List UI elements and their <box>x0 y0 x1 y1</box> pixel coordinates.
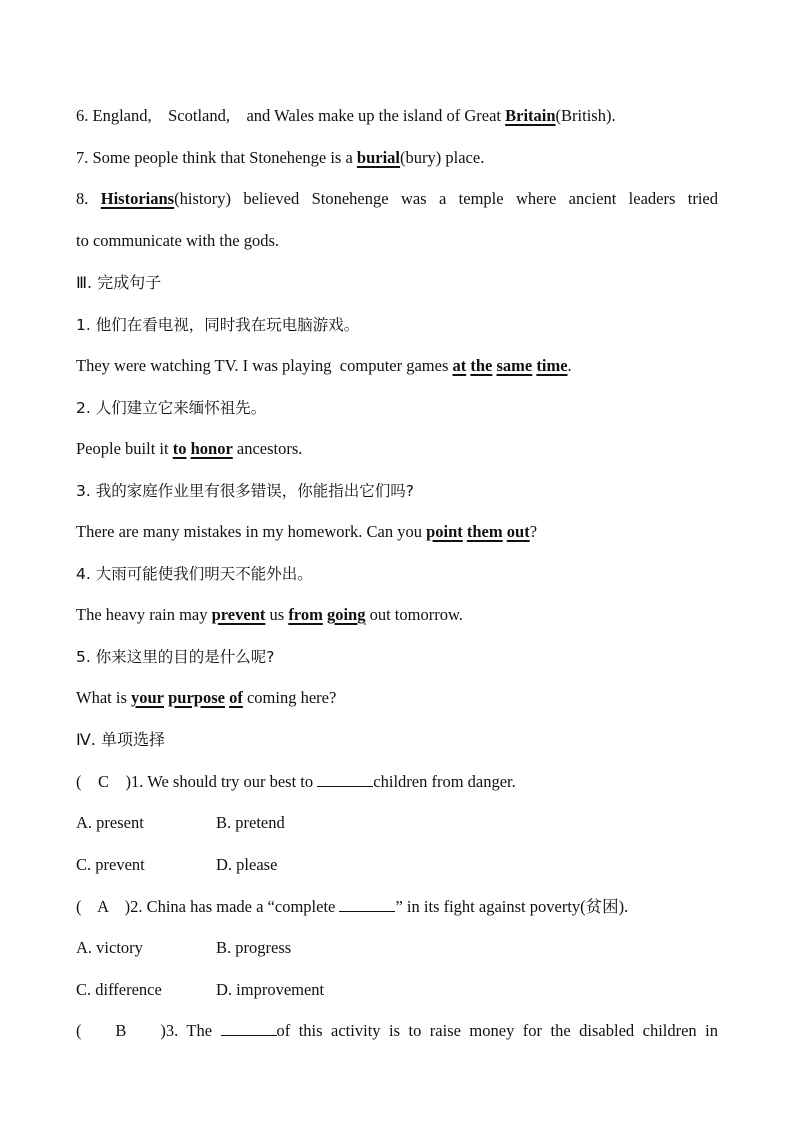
section-3-title: Ⅲ. 完成句子 <box>76 273 162 292</box>
question-stem: ” in its fight against poverty(贫困). <box>395 897 629 916</box>
exercise-8 <box>76 188 718 210</box>
question-stem: of this activity is to raise money for the disabled children in <box>276 1021 718 1040</box>
answer-paren: ( A ) <box>76 897 131 916</box>
sentence-3-chinese: 3. 我的家庭作业里有很多错误，你能指出它们吗? <box>76 482 414 500</box>
sentence-text: They were watching TV. I was playing computer games <box>76 356 453 375</box>
answer: time <box>536 356 568 375</box>
blank <box>339 897 395 912</box>
exercise-7 <box>76 147 718 169</box>
exercise-8-continued: to communicate with the gods. <box>76 231 280 250</box>
answer: point <box>426 522 463 541</box>
answer: Britain <box>505 106 556 125</box>
sentence-text: us <box>265 605 289 624</box>
sentence-2-chinese: 2. 人们建立它来缅怀祖先。 <box>76 399 267 417</box>
option-c: C. prevent <box>76 855 145 874</box>
question-stem: 2. China has made a “complete <box>130 897 340 916</box>
answer: honor <box>190 439 233 458</box>
sentence-text: There are many mistakes in my homework. Can you <box>76 522 427 541</box>
exercise-6 <box>76 105 718 127</box>
sentence-text: . <box>567 356 572 375</box>
option-a: A. present <box>76 813 144 832</box>
answer: them <box>466 522 503 541</box>
exercise-text: (history) believed Stonehenge was a temple where ancient leaders tried <box>174 189 719 208</box>
sentence-4-chinese: 4. 大雨可能使我们明天不能外出。 <box>76 565 313 583</box>
mc-1-options-row1 <box>76 812 718 834</box>
sentence-text: coming here? <box>242 688 337 707</box>
mc-question-2 <box>76 896 718 918</box>
answer: from <box>288 605 323 624</box>
option-d: D. improvement <box>216 980 325 999</box>
answer: prevent <box>211 605 266 624</box>
blank <box>221 1021 277 1036</box>
sentence-text: ? <box>529 522 538 541</box>
answer: purpose <box>168 688 225 707</box>
sentence-5-chinese: 5. 你来这里的目的是什么呢? <box>76 648 275 666</box>
sentence-text: out tomorrow. <box>365 605 463 624</box>
answer: Historians <box>100 189 175 208</box>
option-b: B. pretend <box>216 813 285 832</box>
hint: (British). <box>555 106 616 125</box>
exercise-text: 7. Some people think that Stonehenge is a <box>76 148 357 167</box>
option-a: A. victory <box>76 938 143 957</box>
option-c: C. difference <box>76 980 162 999</box>
sentence-text: ancestors. <box>232 439 303 458</box>
question-stem: 1. We should try our best to <box>131 772 318 791</box>
mc-2-options-row2 <box>76 979 718 1001</box>
question-stem: 3. The <box>165 1021 221 1040</box>
sentence-1-english <box>76 355 718 377</box>
sentence-text: What is <box>76 688 131 707</box>
option-d: D. please <box>216 855 278 874</box>
mc-1-options-row2 <box>76 854 718 876</box>
sentence-5-english <box>76 687 718 709</box>
answer: going <box>326 605 366 624</box>
sentence-2-english <box>76 438 718 460</box>
sentence-3-english <box>76 521 718 543</box>
answer: your <box>131 688 164 707</box>
answer-paren: ( B ) <box>76 1021 166 1040</box>
answer: burial <box>356 148 401 167</box>
answer: the <box>470 356 493 375</box>
blank <box>317 772 373 787</box>
answer: to <box>172 439 187 458</box>
sentence-4-english <box>76 604 718 626</box>
mc-question-3 <box>76 1020 718 1042</box>
exercise-text: 8. <box>76 189 101 208</box>
sentence-text: The heavy rain may <box>76 605 212 624</box>
question-stem: children from danger. <box>373 772 516 791</box>
answer: same <box>496 356 533 375</box>
answer-paren: ( C ) <box>76 772 131 791</box>
sentence-text: People built it <box>76 439 173 458</box>
answer: at <box>452 356 467 375</box>
exercise-text: 6. England, Scotland, and Wales make up the island of Great <box>76 106 506 125</box>
hint: (bury) place. <box>400 148 485 167</box>
answer: of <box>229 688 243 707</box>
option-b: B. progress <box>216 938 292 957</box>
mc-question-1 <box>76 771 718 793</box>
answer: out <box>506 522 530 541</box>
mc-2-options-row1 <box>76 937 718 959</box>
section-4-title: Ⅳ. 单项选择 <box>76 730 165 749</box>
sentence-1-chinese: 1. 他们在看电视，同时我在玩电脑游戏。 <box>76 316 360 334</box>
